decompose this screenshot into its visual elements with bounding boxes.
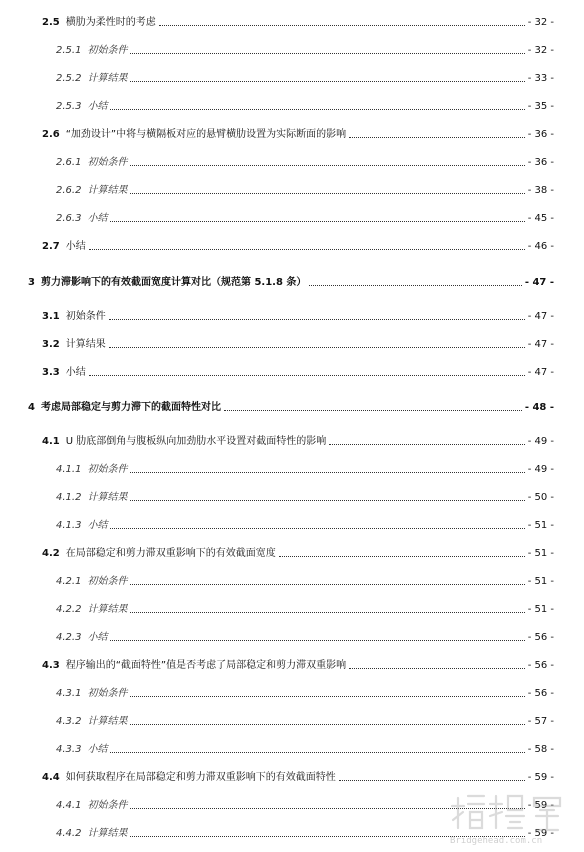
toc-title: 程序输出的“截面特性”值是否考虑了局部稳定和剪力滞双重影响: [65, 660, 347, 671]
toc-entry-4-4[interactable]: [42, 768, 554, 784]
toc-entry-2-6[interactable]: [42, 125, 554, 141]
toc-page-number: - 56 -: [527, 632, 554, 643]
toc-title: 初始条件: [87, 800, 128, 811]
toc-entry-4-3[interactable]: [42, 656, 554, 672]
dot-leader: [130, 724, 524, 725]
toc-number: 2.5.2: [56, 73, 82, 84]
toc-number: 4.1.1: [56, 464, 82, 475]
toc-page-number: - 47 -: [527, 339, 554, 350]
toc-page-number: - 51 -: [527, 604, 554, 615]
dot-leader: [349, 137, 525, 138]
toc-entry-4-1-2[interactable]: [56, 488, 554, 504]
dot-leader: [130, 500, 524, 501]
toc-entry-4-3-1[interactable]: [56, 684, 554, 700]
dot-leader: [110, 528, 524, 529]
dot-leader: [130, 165, 524, 166]
dot-leader: [130, 612, 524, 613]
toc-page-number: - 51 -: [527, 576, 554, 587]
dot-leader: [329, 444, 524, 445]
toc-title: 计算结果: [87, 604, 128, 615]
dot-leader: [130, 81, 524, 82]
toc-entry-4-1-1[interactable]: [56, 460, 554, 476]
site-watermark: [450, 790, 570, 846]
toc-page-number: - 48 -: [524, 402, 554, 413]
toc-title: 初始条件: [65, 311, 106, 322]
toc-title: 横肋为柔性时的考虑: [65, 17, 156, 28]
toc-entry-2-6-1[interactable]: [56, 153, 554, 169]
toc-title: 小结: [65, 241, 86, 252]
dot-leader: [349, 668, 525, 669]
toc-number: 3: [28, 277, 35, 288]
toc-page-number: - 58 -: [527, 744, 554, 755]
toc-entry-4[interactable]: [28, 398, 554, 414]
toc-number: 4.1.2: [56, 492, 82, 503]
dot-leader: [130, 193, 524, 194]
dot-leader: [89, 249, 525, 250]
toc-title: 考虑局部稳定与剪力滞下的截面特性对比: [40, 402, 221, 413]
toc-title: 如何获取程序在局部稳定和剪力滞双重影响下的有效截面特性: [65, 772, 336, 783]
toc-page-number: - 36 -: [527, 157, 554, 168]
dot-leader: [339, 780, 525, 781]
toc-entry-4-3-3[interactable]: [56, 740, 554, 756]
toc-entry-4-2-2[interactable]: [56, 600, 554, 616]
toc-entry-4-2[interactable]: [42, 544, 554, 560]
dot-leader: [110, 752, 524, 753]
toc-page-number: - 51 -: [527, 520, 554, 531]
toc-number: 4.4: [42, 772, 60, 783]
toc-title: 小结: [87, 744, 108, 755]
toc-number: 4.3.1: [56, 688, 82, 699]
toc-page-number: - 56 -: [527, 688, 554, 699]
dot-leader: [159, 25, 525, 26]
toc-page-number: - 33 -: [527, 73, 554, 84]
toc-entry-2-7[interactable]: [42, 237, 554, 253]
toc-title: 剪力滞影响下的有效截面宽度计算对比（规范第 5.1.8 条）: [40, 277, 307, 288]
toc-title: 初始条件: [87, 464, 128, 475]
toc-title: 计算结果: [65, 339, 106, 350]
toc-page-number: - 50 -: [527, 492, 554, 503]
toc-title: “加劲设计”中将与横隔板对应的悬臂横肋设置为实际断面的影响: [65, 129, 347, 140]
toc-title: 计算结果: [87, 828, 128, 839]
toc-entry-4-1[interactable]: [42, 432, 554, 448]
toc-title: 初始条件: [87, 576, 128, 587]
toc-title: 初始条件: [87, 45, 128, 56]
toc-page-number: - 47 -: [527, 311, 554, 322]
toc-number: 4.4.2: [56, 828, 82, 839]
toc-number: 4.2: [42, 548, 60, 559]
toc-title: 小结: [65, 367, 86, 378]
toc-page-number: - 49 -: [527, 464, 554, 475]
toc-number: 2.5: [42, 17, 60, 28]
watermark-url: Bridgehead.com.cn: [450, 836, 543, 846]
toc-title: U 肋底部倒角与腹板纵向加劲肋水平设置对截面特性的影响: [65, 436, 327, 447]
toc-number: 2.6.2: [56, 185, 82, 196]
toc-page-number: - 32 -: [527, 45, 554, 56]
toc-number: 4.1.3: [56, 520, 82, 531]
toc-title: 计算结果: [87, 185, 128, 196]
dot-leader: [130, 696, 524, 697]
dot-leader: [130, 53, 524, 54]
toc-number: 4.2.3: [56, 632, 82, 643]
toc-number: 2.6: [42, 129, 60, 140]
toc-title: 计算结果: [87, 716, 128, 727]
toc-number: 4.3: [42, 660, 60, 671]
toc-number: 3.3: [42, 367, 60, 378]
toc-number: 4.2.1: [56, 576, 82, 587]
toc-entry-4-2-1[interactable]: [56, 572, 554, 588]
toc-number: 2.5.1: [56, 45, 82, 56]
toc-page-number: - 57 -: [527, 716, 554, 727]
toc-title: 计算结果: [87, 73, 128, 84]
dot-leader: [110, 221, 524, 222]
toc-number: 4.2.2: [56, 604, 82, 615]
toc-entry-2-5-3[interactable]: [56, 97, 554, 113]
toc-entry-2-6-3[interactable]: [56, 209, 554, 225]
dot-leader: [109, 319, 525, 320]
toc-title: 在局部稳定和剪力滞双重影响下的有效截面宽度: [65, 548, 276, 559]
toc-number: 4.3.3: [56, 744, 82, 755]
toc-page-number: - 35 -: [527, 101, 554, 112]
toc-page-number: - 56 -: [527, 660, 554, 671]
toc-entry-3-3[interactable]: [42, 363, 554, 379]
toc-number: 3.1: [42, 311, 60, 322]
toc-page-number: - 36 -: [527, 129, 554, 140]
toc-title: 初始条件: [87, 157, 128, 168]
toc-page-number: - 49 -: [527, 436, 554, 447]
watermark-logo-icon: [450, 790, 570, 834]
toc-entry-2-5-2[interactable]: [56, 69, 554, 85]
toc-title: 小结: [87, 520, 108, 531]
toc-page-number: - 47 -: [524, 277, 554, 288]
dot-leader: [130, 584, 524, 585]
toc-page-number: - 47 -: [527, 367, 554, 378]
toc-entry-3-1[interactable]: [42, 307, 554, 323]
dot-leader: [110, 640, 524, 641]
toc-title: 小结: [87, 632, 108, 643]
toc-title: 小结: [87, 213, 108, 224]
dot-leader: [279, 556, 525, 557]
toc-entry-2-5-1[interactable]: [56, 41, 554, 57]
toc-entry-2-6-2[interactable]: [56, 181, 554, 197]
dot-leader: [130, 472, 524, 473]
toc-entry-3-2[interactable]: [42, 335, 554, 351]
toc-page-number: - 51 -: [527, 548, 554, 559]
toc-entry-4-2-3[interactable]: [56, 628, 554, 644]
toc-title: 初始条件: [87, 688, 128, 699]
dot-leader: [109, 347, 525, 348]
toc-page-number: - 59 -: [527, 772, 554, 783]
toc-page-number: - 59 -: [527, 828, 554, 839]
toc-title: 小结: [87, 101, 108, 112]
toc-number: 4.3.2: [56, 716, 82, 727]
dot-leader: [224, 410, 522, 411]
toc-number: 2.7: [42, 241, 60, 252]
toc-number: 4: [28, 402, 35, 413]
toc-entry-4-3-2[interactable]: [56, 712, 554, 728]
toc-entry-2-5[interactable]: [42, 13, 554, 29]
dot-leader: [89, 375, 525, 376]
dot-leader: [309, 285, 521, 286]
toc-number: 4.1: [42, 436, 60, 447]
toc-page-number: - 38 -: [527, 185, 554, 196]
toc-entry-3[interactable]: [28, 273, 554, 289]
toc-number: 2.6.3: [56, 213, 82, 224]
toc-page-number: - 46 -: [527, 241, 554, 252]
toc-number: 3.2: [42, 339, 60, 350]
toc-title: 计算结果: [87, 492, 128, 503]
toc-number: 4.4.1: [56, 800, 82, 811]
toc-number: 2.5.3: [56, 101, 82, 112]
dot-leader: [110, 109, 524, 110]
toc-entry-4-1-3[interactable]: [56, 516, 554, 532]
toc-number: 2.6.1: [56, 157, 82, 168]
toc-page-number: - 32 -: [527, 17, 554, 28]
toc-page-number: - 59 -: [527, 800, 554, 811]
toc-page-number: - 45 -: [527, 213, 554, 224]
